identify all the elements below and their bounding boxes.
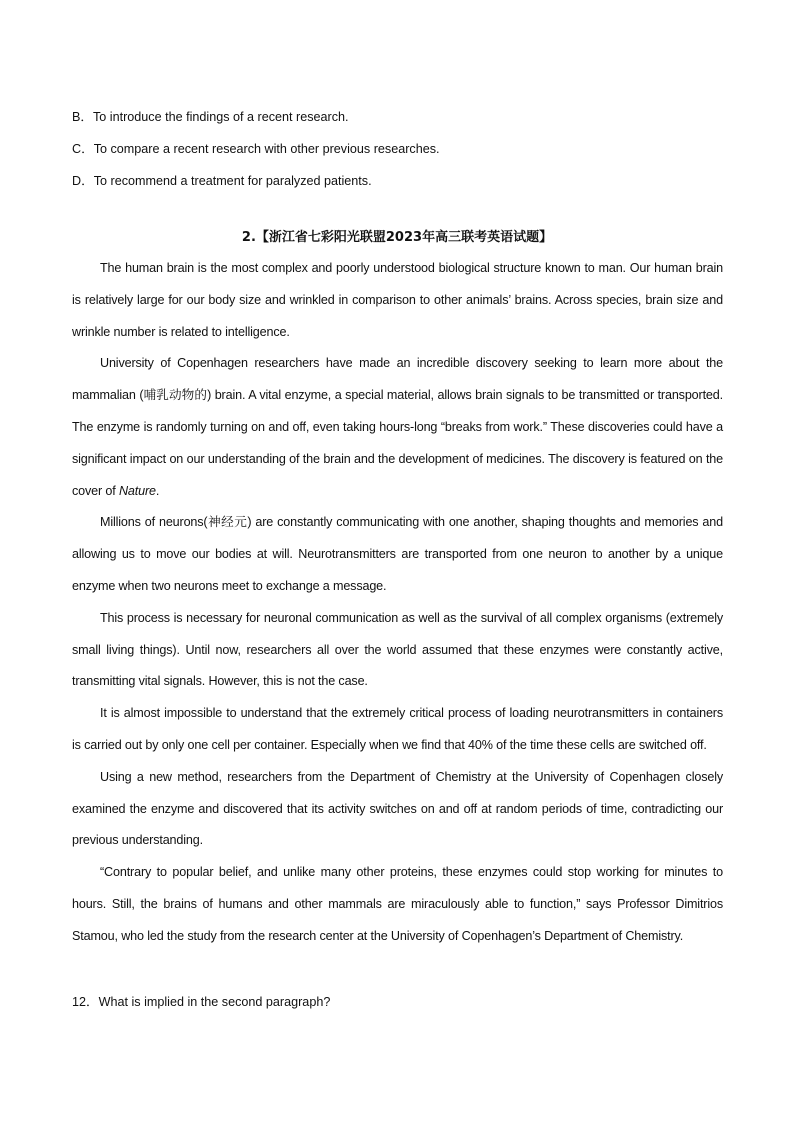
section-heading (72, 226, 722, 250)
passage-paragraph: It is almost impossible to understand that the extremely critical process of loading neurotransmitters in containers is carried out by only one cell per container. Especially when we find that 40% of the time these cells are switched off. (72, 706, 723, 752)
paragraph-text: University of Copenhagen researchers have made an incredible discovery seeking to learn more about the mammalian (哺乳动物的) brain. A vital enzyme, a special material, allows brain signals to be transmitted or transported. The enzyme is randomly turning on and off, even taking hours-long “breaks from work.” These discoveries could have a significant impact on our understanding of the brain and the development of medicines. (72, 356, 723, 466)
option-text: To compare a recent research with other previous researches. (93, 142, 440, 156)
option-label: D． (72, 174, 94, 188)
option-text: To recommend a treatment for paralyzed patients. (93, 174, 372, 188)
question-number: 12． (72, 995, 99, 1009)
passage-paragraph: Using a new method, researchers from the Department of Chemistry at the University of Copenhagen closely examined the enzyme and discovered that its activity switches on and off at random periods of time, contradicting our previous understanding. (72, 769, 723, 848)
passage-paragraph (72, 348, 723, 507)
option-c (72, 133, 722, 165)
passage-paragraph: The human brain is the most complex and poorly understood biological structure known to man. Our human brain is relatively large for our body size and wrinkled in comparison to other animals’ brains. Across species, brain size and wrinkle number is related to intelligence. (72, 261, 723, 339)
paragraph-text: The discovery is featured on the cover of (72, 451, 723, 498)
journal-name: Nature (118, 483, 156, 498)
question-text: What is implied in the second paragraph? (98, 995, 331, 1009)
passage-paragraph: Millions of neurons(神经元) are constantly communicating with one another, shaping thoughts and memories and allowing us to move our bodies at will. Neurotransmitters are transported from one neuron to another by a unique enzyme when two neurons meet to exchange a message. (72, 515, 723, 593)
answer-options (72, 101, 722, 197)
passage-paragraph: This process is necessary for neuronal communication as well as the survival of all complex organisms (extremely small living things). Until now, researchers all over the world assumed that these enzymes were constantly active, transmitting vital signals. However, this is not the case. (72, 610, 723, 689)
passage-paragraph: “Contrary to popular belief, and unlike many other proteins, these enzymes could stop working for minutes to hours. Still, the brains of humans and other mammals are miraculously able to function,” says Professor Dimitrios Stamou, who led the study from the research center at the University of Copenhagen’s Department of Chemistry. (72, 865, 723, 943)
paragraph-text: . (155, 483, 160, 498)
question-12 (72, 986, 330, 1018)
option-b (72, 101, 722, 133)
reading-passage (72, 253, 723, 953)
option-label: B． (72, 110, 93, 124)
option-text: To introduce the findings of a recent research. (93, 110, 349, 124)
section-title: 【浙江省七彩阳光联盟2023年高三联考英语试题】 (255, 230, 553, 245)
option-label: C． (72, 142, 94, 156)
option-d (72, 165, 722, 197)
section-number: 2. (241, 230, 256, 245)
